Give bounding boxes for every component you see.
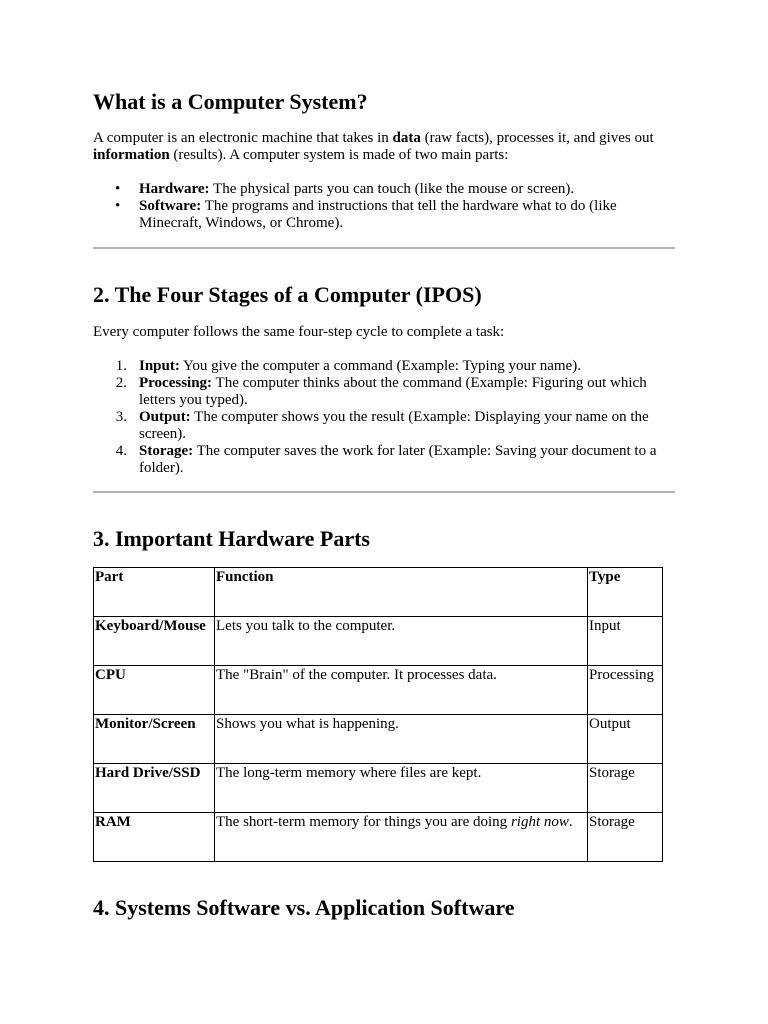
intro-text-1: A computer is an electronic machine that takes in — [93, 130, 393, 146]
item-text: The computer saves the work for later (Example: Saving your document to a folder). — [139, 443, 657, 476]
cell-part — [94, 617, 215, 666]
cell-function: The long-term memory where files are kept. — [215, 764, 588, 813]
item-number: 2. — [115, 375, 127, 391]
item-text: The computer thinks about the command (Example: Figuring out which letters you typed). — [139, 375, 647, 408]
header-function: Function — [215, 568, 588, 617]
cell-part — [94, 666, 215, 715]
intro-bold-data: data — [392, 130, 421, 146]
table-row — [94, 666, 663, 715]
function-text: The short-term memory for things you are doing — [216, 814, 511, 830]
list-item — [93, 443, 676, 477]
function-text-end: . — [568, 814, 573, 830]
item-text: The programs and instructions that tell the hardware what to do (like Minecraft, Windows, or Chrome). — [139, 198, 617, 231]
table-row — [94, 813, 663, 862]
item-label: Input: — [139, 358, 180, 374]
list-item — [93, 198, 676, 232]
part-name: CPU — [95, 667, 126, 683]
item-number: 1. — [115, 358, 127, 374]
intro-text-2: (raw facts), processes it, and gives out — [420, 130, 654, 146]
section-1-list — [93, 181, 676, 232]
section-1-title: What is a Computer System? — [93, 89, 368, 114]
list-item — [93, 358, 676, 375]
item-label: Software: — [139, 198, 202, 214]
section-1-intro — [93, 130, 676, 164]
table-row — [94, 617, 663, 666]
item-label: Processing: — [139, 375, 213, 391]
function-emphasis: right now — [510, 814, 569, 830]
section-divider — [93, 247, 675, 249]
item-label: Storage: — [139, 443, 194, 459]
item-text: You give the computer a command (Example: Typing your name). — [179, 358, 581, 374]
part-name: Monitor/Screen — [95, 716, 196, 732]
cell-function — [215, 813, 588, 862]
header-type: Type — [588, 568, 663, 617]
cell-part — [94, 764, 215, 813]
section-2-title: 2. The Four Stages of a Computer (IPOS) — [93, 282, 482, 307]
table-row — [94, 764, 663, 813]
item-label: Output: — [139, 409, 191, 425]
cell-function: Shows you what is happening. — [215, 715, 588, 764]
list-item — [93, 409, 676, 443]
part-name: Hard Drive/SSD — [95, 765, 201, 781]
hardware-parts-table — [93, 567, 663, 862]
bullet-icon: • — [115, 198, 121, 214]
list-item — [93, 181, 676, 198]
bullet-icon: • — [115, 181, 121, 197]
cell-function: The "Brain" of the computer. It processes data. — [215, 666, 588, 715]
intro-text-3: (results). A computer system is made of two main parts: — [169, 147, 509, 163]
part-name: Keyboard/Mouse — [95, 618, 206, 634]
section-2-intro: Every computer follows the same four-step cycle to complete a task: — [93, 324, 505, 340]
section-3-title: 3. Important Hardware Parts — [93, 526, 370, 551]
cell-type: Output — [588, 715, 663, 764]
item-text: The physical parts you can touch (like the mouse or screen). — [209, 181, 575, 197]
cell-type: Storage — [588, 764, 663, 813]
cell-part — [94, 715, 215, 764]
item-text: The computer shows you the result (Example: Displaying your name on the screen). — [139, 409, 649, 442]
cell-part — [94, 813, 215, 862]
section-2-list — [93, 358, 676, 477]
item-number: 3. — [115, 409, 127, 425]
cell-type: Processing — [588, 666, 663, 715]
section-4-title: 4. Systems Software vs. Application Software — [93, 895, 515, 920]
header-part: Part — [94, 568, 215, 617]
item-label: Hardware: — [139, 181, 210, 197]
table-header-row — [94, 568, 663, 617]
section-divider — [93, 491, 675, 493]
part-name: RAM — [95, 814, 131, 830]
table-row — [94, 715, 663, 764]
cell-function: Lets you talk to the computer. — [215, 617, 588, 666]
intro-bold-information: information — [93, 147, 170, 163]
cell-type: Input — [588, 617, 663, 666]
cell-type: Storage — [588, 813, 663, 862]
list-item — [93, 375, 676, 409]
item-number: 4. — [115, 443, 127, 459]
